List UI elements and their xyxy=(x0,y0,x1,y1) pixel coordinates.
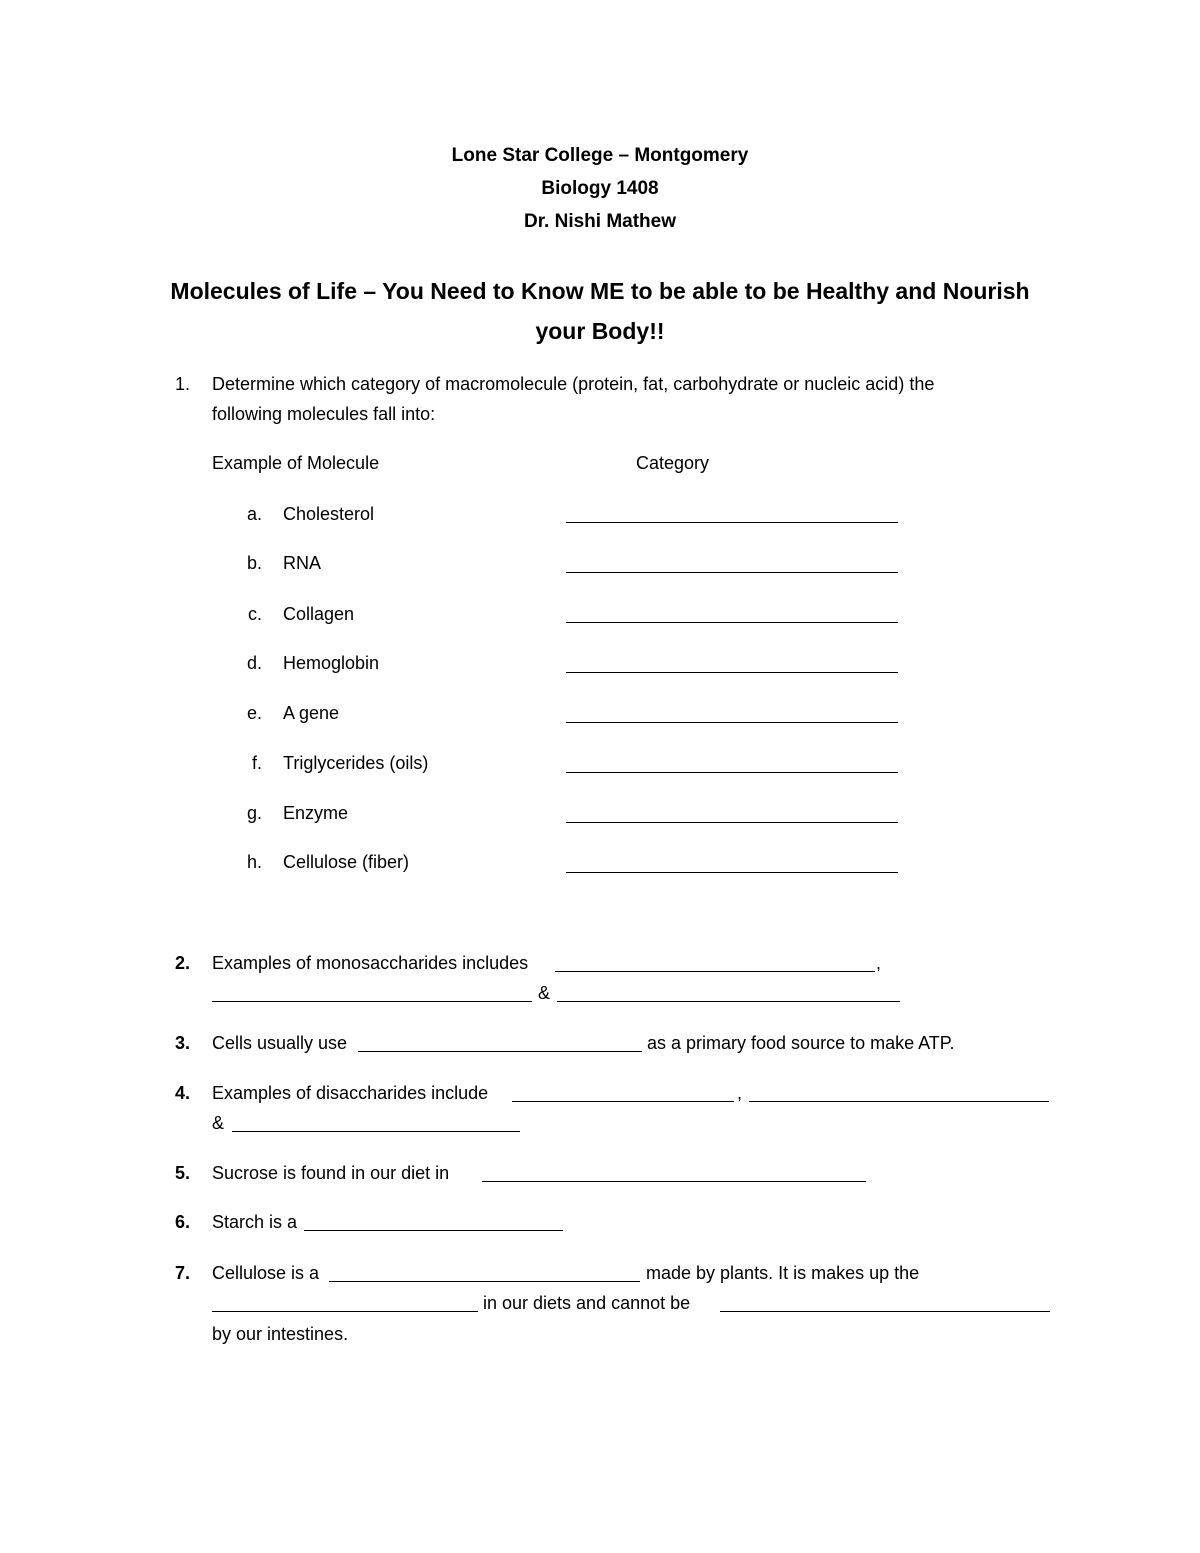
item-d-answer-blank[interactable] xyxy=(566,672,898,673)
question-3-text-before: Cells usually use xyxy=(212,1033,348,1053)
question-4-number: 4. xyxy=(174,1083,190,1103)
question-6-blank[interactable] xyxy=(304,1230,563,1231)
question-4-blank-1[interactable] xyxy=(512,1101,734,1102)
question-2-comma: , xyxy=(876,953,882,973)
question-2-ampersand: & xyxy=(538,983,551,1003)
item-e-label: A gene xyxy=(283,703,340,723)
question-3-number: 3. xyxy=(174,1033,190,1053)
question-7-text-part4: by our intestines. xyxy=(212,1324,349,1344)
question-5-number: 5. xyxy=(174,1163,190,1183)
item-g-answer-blank[interactable] xyxy=(566,822,898,823)
question-6-number: 6. xyxy=(174,1212,190,1232)
question-7-number: 7. xyxy=(174,1263,190,1283)
question-5-text: Sucrose is found in our diet in xyxy=(212,1163,450,1183)
question-7-blank-2[interactable] xyxy=(212,1311,478,1312)
question-1-number: 1. xyxy=(174,374,190,394)
question-4-blank-3[interactable] xyxy=(232,1131,520,1132)
question-5-blank[interactable] xyxy=(482,1181,866,1182)
course-name: Biology 1408 xyxy=(541,178,659,199)
question-2-number: 2. xyxy=(174,953,190,973)
question-7-blank-1[interactable] xyxy=(329,1281,640,1282)
question-7-text-part2: made by plants. It is makes up the xyxy=(646,1263,920,1283)
question-4-blank-2[interactable] xyxy=(749,1101,1049,1102)
item-e-answer-blank[interactable] xyxy=(566,722,898,723)
question-4-text: Examples of disaccharides include xyxy=(212,1083,489,1103)
item-b-letter: b. xyxy=(246,553,262,573)
worksheet-title-line1: Molecules of Life – You Need to Know ME to be able to be Healthy and Nourish xyxy=(170,278,1030,304)
question-3-text-after: as a primary food source to make ATP. xyxy=(647,1033,955,1053)
instructor-name: Dr. Nishi Mathew xyxy=(523,211,677,232)
item-a-label: Cholesterol xyxy=(283,504,375,524)
question-2-blank-1[interactable] xyxy=(555,971,875,972)
item-f-label: Triglycerides (oils) xyxy=(283,753,429,773)
college-name: Lone Star College – Montgomery xyxy=(451,145,749,166)
item-e-letter: e. xyxy=(246,703,262,723)
question-7-text-part1: Cellulose is a xyxy=(212,1263,320,1283)
item-g-letter: g. xyxy=(246,803,262,823)
item-c-answer-blank[interactable] xyxy=(566,622,898,623)
question-2-blank-2[interactable] xyxy=(212,1001,532,1002)
question-1-text-line1: Determine which category of macromolecule (protein, fat, carbohydrate or nucleic acid) the xyxy=(212,374,935,394)
item-f-answer-blank[interactable] xyxy=(566,772,898,773)
item-g-label: Enzyme xyxy=(283,803,349,823)
item-c-label: Collagen xyxy=(283,604,355,624)
item-h-label: Cellulose (fiber) xyxy=(283,852,410,872)
column-header-example: Example of Molecule xyxy=(212,453,380,473)
item-b-label: RNA xyxy=(283,553,322,573)
item-b-answer-blank[interactable] xyxy=(566,572,898,573)
question-1-text-line2: following molecules fall into: xyxy=(212,404,436,424)
worksheet-title-line2: your Body!! xyxy=(535,318,665,344)
question-4-ampersand: & xyxy=(212,1113,225,1133)
item-h-letter: h. xyxy=(246,852,262,872)
item-h-answer-blank[interactable] xyxy=(566,872,898,873)
question-3-blank[interactable] xyxy=(358,1051,642,1052)
question-7-text-part3: in our diets and cannot be xyxy=(483,1293,691,1313)
question-2-blank-3[interactable] xyxy=(557,1001,900,1002)
question-4-comma: , xyxy=(737,1083,743,1103)
column-header-category: Category xyxy=(636,453,710,473)
question-6-text: Starch is a xyxy=(212,1212,298,1232)
question-2-text: Examples of monosaccharides includes xyxy=(212,953,529,973)
question-7-blank-3[interactable] xyxy=(720,1311,1050,1312)
item-a-letter: a. xyxy=(246,504,262,524)
item-c-letter: c. xyxy=(247,604,262,624)
item-a-answer-blank[interactable] xyxy=(566,522,898,523)
item-d-letter: d. xyxy=(246,653,262,673)
item-f-letter: f. xyxy=(251,753,262,773)
item-d-label: Hemoglobin xyxy=(283,653,380,673)
